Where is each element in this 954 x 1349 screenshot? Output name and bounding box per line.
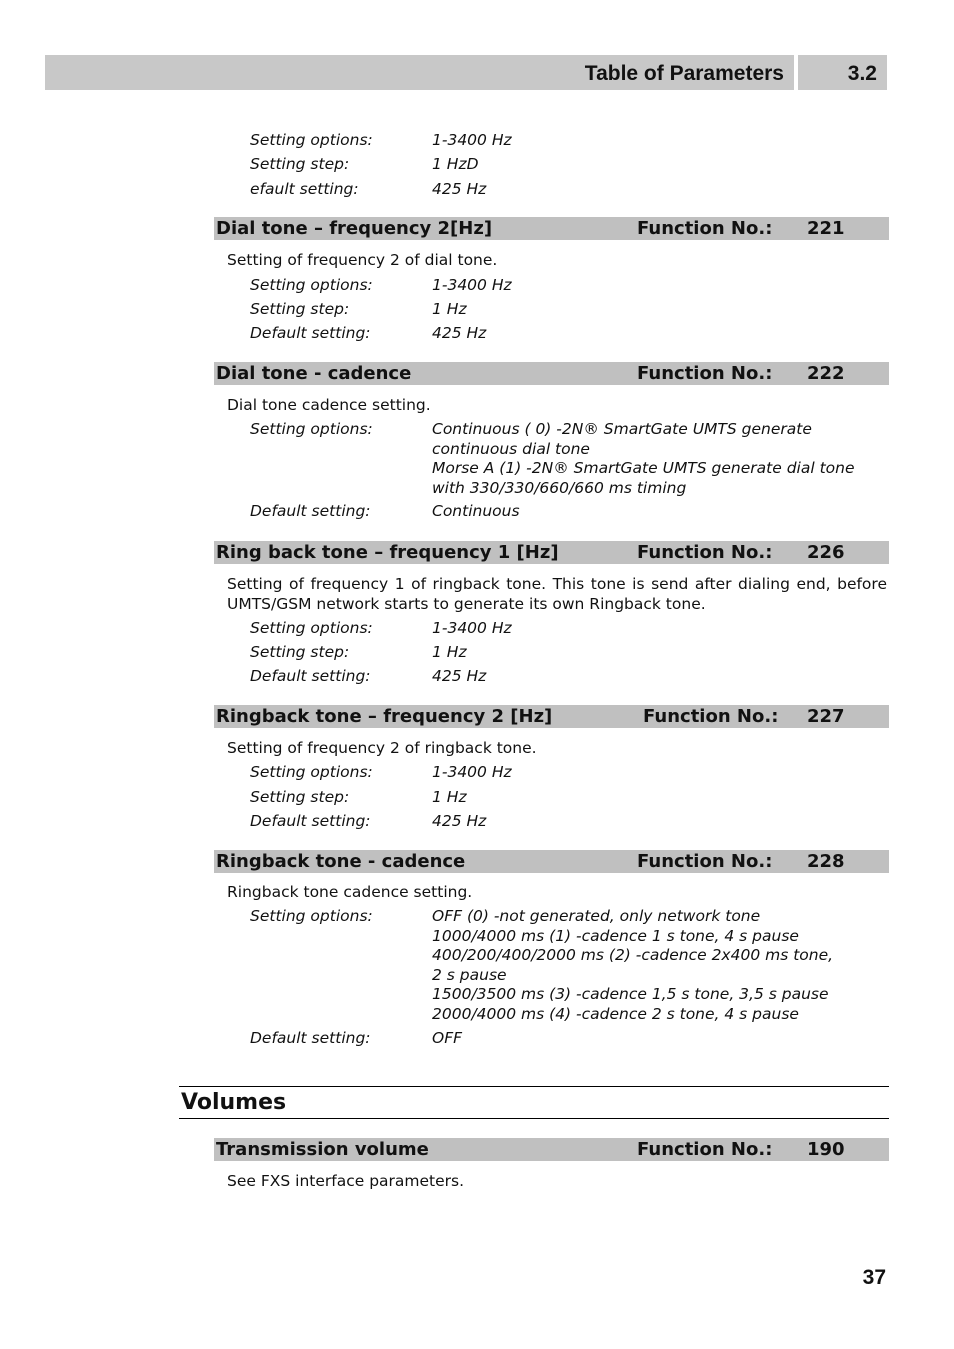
default-setting-label: Default setting: [250,502,371,520]
function-title: Ringback tone – frequency 2 [Hz] [216,706,553,727]
row-label: Default setting: [250,667,371,685]
row-label: Setting options: [250,276,373,294]
function-number-label: Function No.: [637,1139,773,1160]
function-number-label: Function No.: [637,542,773,563]
function-description: Ringback tone cadence setting. [227,883,473,901]
row-value: 1-3400 Hz [432,619,512,637]
chapter-number: 3.2 [798,55,887,90]
setting-options-label: Setting options: [250,420,373,438]
function-title: Ringback tone - cadence [216,851,466,872]
option-line: with 330/330/660/660 ms timing [432,478,687,497]
row-label: Setting options: [250,763,373,781]
option-line: 1000/4000 ms (1) -cadence 1 s tone, 4 s pause [432,926,799,945]
section-rule-top [179,1086,889,1087]
function-number: 226 [807,542,845,563]
function-number: 221 [807,218,845,239]
function-description: Setting of frequency 2 of ringback tone. [227,739,537,757]
setting-options-list [432,420,855,498]
default-setting-value: Continuous [432,502,520,520]
row-value: 425 Hz [432,180,487,198]
option-line: 2000/4000 ms (4) -cadence 2 s tone, 4 s pause [432,1004,799,1023]
row-label: Setting options: [250,619,373,637]
row-label: Setting step: [250,155,350,173]
function-header-221 [214,217,889,240]
default-setting-value: OFF [432,1029,463,1047]
option-line: 1500/3500 ms (3) -cadence 1,5 s tone, 3,5 s pause [432,985,829,1003]
function-description: Setting of frequency 2 of dial tone. [227,251,498,269]
function-header-228 [214,850,889,873]
row-label: Default setting: [250,812,371,830]
function-title: Transmission volume [216,1139,429,1160]
option-line: Morse A (1) -2N® SmartGate UMTS generate dial tone [432,459,855,477]
function-number: 190 [807,1139,845,1160]
row-label: Default setting: [250,324,371,342]
default-setting-label: Default setting: [250,1029,371,1047]
row-value: 1 Hz [432,643,467,661]
function-number: 228 [807,851,845,872]
section-rule-bottom [179,1118,889,1119]
option-line: OFF (0) -not generated, only network tone [432,907,761,925]
row-label: Setting options: [250,131,373,149]
row-label: Setting step: [250,643,350,661]
function-header-227 [214,705,889,728]
row-value: 425 Hz [432,812,487,830]
function-header-222 [214,362,889,385]
chapter-title: Table of Parameters [45,55,794,90]
function-number-label: Function No.: [637,363,773,384]
function-title: Ring back tone – frequency 1 [Hz] [216,542,559,563]
row-value: 1-3400 Hz [432,763,512,781]
row-label: efault setting: [250,180,359,198]
row-value: 1-3400 Hz [432,131,512,149]
function-title: Dial tone – frequency 2[Hz] [216,218,493,239]
function-description: Dial tone cadence setting. [227,396,431,414]
row-value: 1-3400 Hz [432,276,512,294]
option-line: 2 s pause [432,965,507,984]
function-header-226 [214,541,889,564]
row-label: Setting step: [250,788,350,806]
row-value: 425 Hz [432,667,487,685]
setting-options-label: Setting options: [250,907,373,925]
function-header-190 [214,1138,889,1161]
row-value: 1 Hz [432,300,467,318]
function-number-label: Function No.: [643,706,779,727]
function-title: Dial tone - cadence [216,363,412,384]
function-description: See FXS interface parameters. [227,1172,465,1190]
section-heading: Volumes [181,1090,287,1115]
function-number-label: Function No.: [637,218,773,239]
row-value: 1 HzD [432,155,479,173]
function-description: Setting of frequency 1 of ringback tone. This tone is send after dialing end, before UMTS/GSM network starts to generate its own Ringback tone. [227,575,887,613]
page-number: 37 [862,1266,886,1289]
function-number: 222 [807,363,845,384]
row-value: 425 Hz [432,324,487,342]
row-value: 1 Hz [432,788,467,806]
setting-options-list [432,907,833,1024]
function-number: 227 [807,706,845,727]
option-line: Continuous ( 0) -2N® SmartGate UMTS generate [432,420,812,438]
option-line: 400/200/400/2000 ms (2) -cadence 2x400 ms tone, [432,946,834,964]
row-label: Setting step: [250,300,350,318]
option-line: continuous dial tone [432,439,590,458]
function-number-label: Function No.: [637,851,773,872]
